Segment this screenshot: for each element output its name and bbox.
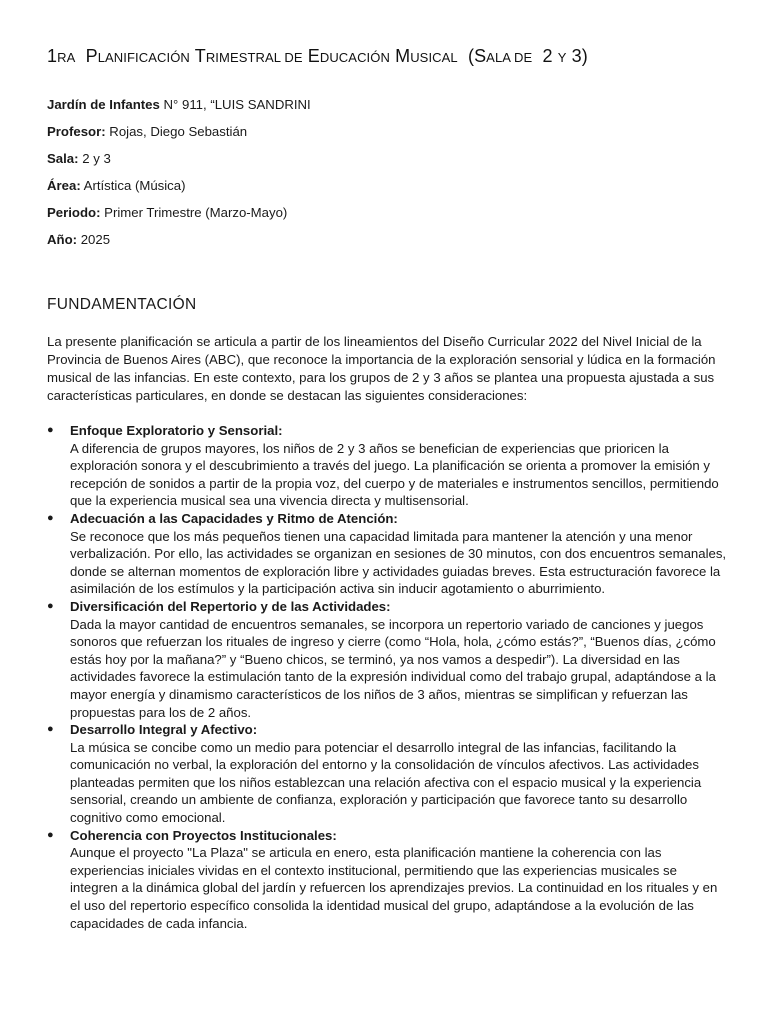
list-item-body: Se reconoce que los más pequeños tienen una capacidad limitada para mantener la atención y una menor verbalización. Por ello, las actividades se organizan en sesiones de 30 minutos, con dos encuentros semanales, donde se alternan momentos de exploración libre y actividades guiadas breves. Esta estructuración favorece la asimilación de los estímulos y la participación activa sin inducir agotamiento o aburrimiento. (70, 528, 727, 597)
document-title (47, 46, 588, 67)
list-item-heading: Coherencia con Proyectos Institucionales: (70, 827, 337, 843)
meta-row-profesor (47, 124, 311, 151)
meta-row-sala (47, 151, 311, 178)
document-metadata (47, 97, 311, 259)
meta-key: Periodo: (47, 205, 101, 220)
meta-row-anio (47, 232, 311, 259)
title-word-initial: T (194, 46, 206, 66)
meta-key: Sala: (47, 151, 79, 166)
title-word-rest: ALA DE (486, 50, 533, 65)
title-number: 3) (571, 46, 588, 66)
meta-value: 2 y 3 (78, 151, 111, 166)
list-item-body: La música se concibe como un medio para potenciar el desarrollo integral de las infancias, facilitando la comunicación no verbal, la exploración del entorno y la consolidación de vínculos afectivos. Las actividades planteadas permiten que los niños establezcan una relación afectiva con el espacio musical y la experiencia sensorial, creando un ambiente de confianza, exploración y participación que favorece tanto su desarrollo cognitivo como emocional. (70, 739, 702, 826)
list-item-heading: Enfoque Exploratorio y Sensorial: (70, 423, 283, 438)
title-word-initial: S (474, 46, 487, 66)
title-word-rest: DUCACIÓN (319, 50, 390, 65)
list-item-heading: Diversificación del Repertorio y de las Actividades: (70, 598, 391, 614)
meta-key: Profesor: (47, 124, 106, 139)
meta-value: 2025 (77, 232, 111, 247)
list-item-heading: Adecuación a las Capacidades y Ritmo de Atención: (70, 510, 398, 526)
meta-value: Artística (Música) (80, 178, 186, 193)
bullet-icon: ● (47, 723, 54, 736)
bullet-icon: ● (47, 511, 54, 524)
title-word-rest: Y (557, 50, 567, 65)
meta-row-jardin (47, 97, 311, 124)
list-item-heading: Desarrollo Integral y Afectivo: (70, 722, 258, 738)
meta-value: Rojas, Diego Sebastián (105, 124, 248, 139)
title-ordinal: RA (57, 50, 76, 65)
list-item-body: Dada la mayor cantidad de encuentros semanales, se incorpora un repertorio variado de canciones y juegos sonoros que refuerzan los rituales de ingreso y cierre (como “Hola, hola, ¿cómo estás?”, “Buenos días, ¿cómo estás hoy por la mañana?” y “Bueno chicos, se terminó, ya nos vamos a despedir”). La diversidad en las actividades favorece la estimulación tanto de la expresión individual como del trabajo grupal, adaptándose a la mayor energía y dinamismo característicos de los niños de 3 años, mientras se simplifican y refuerzan las propuestas para los de 2 años. (70, 616, 716, 720)
section-heading-fundamentacion: FUNDAMENTACIÓN (47, 296, 197, 313)
list-item-body: Aunque el proyecto "La Plaza" se articula en enero, esta planificación mantiene la coherencia con las experiencias iniciales vividas en el contexto institucional, permitiendo que las experiencias musicales se integren a la dinámica global del jardín y refuercen los aprendizajes previos. La continuidad en los rituales y en el uso del repertorio específico consolida la identidad musical del grupo, adaptándose a la evolución de las capacidades de cada infancia. (70, 845, 718, 931)
list-item (47, 422, 727, 510)
bullet-icon: ● (47, 424, 54, 436)
title-word-initial: E (307, 46, 320, 66)
meta-value: Primer Trimestre (Marzo-Mayo) (100, 205, 288, 220)
title-number: 1 (47, 46, 58, 66)
considerations-list (47, 422, 727, 932)
title-number: 2 (542, 46, 553, 66)
bullet-icon: ● (47, 828, 54, 841)
list-item (47, 721, 727, 827)
list-item-body: A diferencia de grupos mayores, los niños de 2 y 3 años se benefician de experiencias que prioricen la exploración sonora y el descubrimiento a través del juego. La planificación se orienta a promover la emisión y recepción de sonidos a partir de la propia voz, del cuerpo y de materiales e instrumentos sencillos, permitiendo que la experiencia musical sea una vivencia directa y multisensorial. (70, 440, 719, 509)
intro-paragraph: La presente planificación se articula a partir de los lineamientos del Diseño Curricular 2022 del Nivel Inicial de la Provincia de Buenos Aires (ABC), que reconoce la importancia de la exploración sensorial y lúdica en la formación musical de las infancias. En este contexto, para los grupos de 2 y 3 años se plantea una propuesta ajustada a sus características particulares, en donde se destacan las siguientes consideraciones: (47, 334, 716, 403)
bullet-icon: ● (47, 599, 54, 612)
title-word-rest: USICAL (410, 50, 458, 65)
list-item (47, 510, 727, 598)
meta-key: Jardín de Infantes (47, 97, 160, 112)
meta-row-periodo (47, 205, 311, 232)
title-word-initial: P (85, 46, 98, 66)
title-word-rest: RIMESTRAL DE (205, 50, 303, 65)
list-item (47, 598, 727, 721)
title-word-rest: LANIFICACIÓN (97, 50, 190, 65)
title-paren: ( (467, 46, 475, 66)
list-item (47, 827, 727, 933)
meta-key: Área: (47, 178, 81, 193)
meta-value: N° 911, “LUIS SANDRINI (159, 97, 311, 112)
meta-row-area (47, 178, 311, 205)
meta-key: Año: (47, 232, 78, 247)
title-word-initial: M (395, 46, 411, 66)
